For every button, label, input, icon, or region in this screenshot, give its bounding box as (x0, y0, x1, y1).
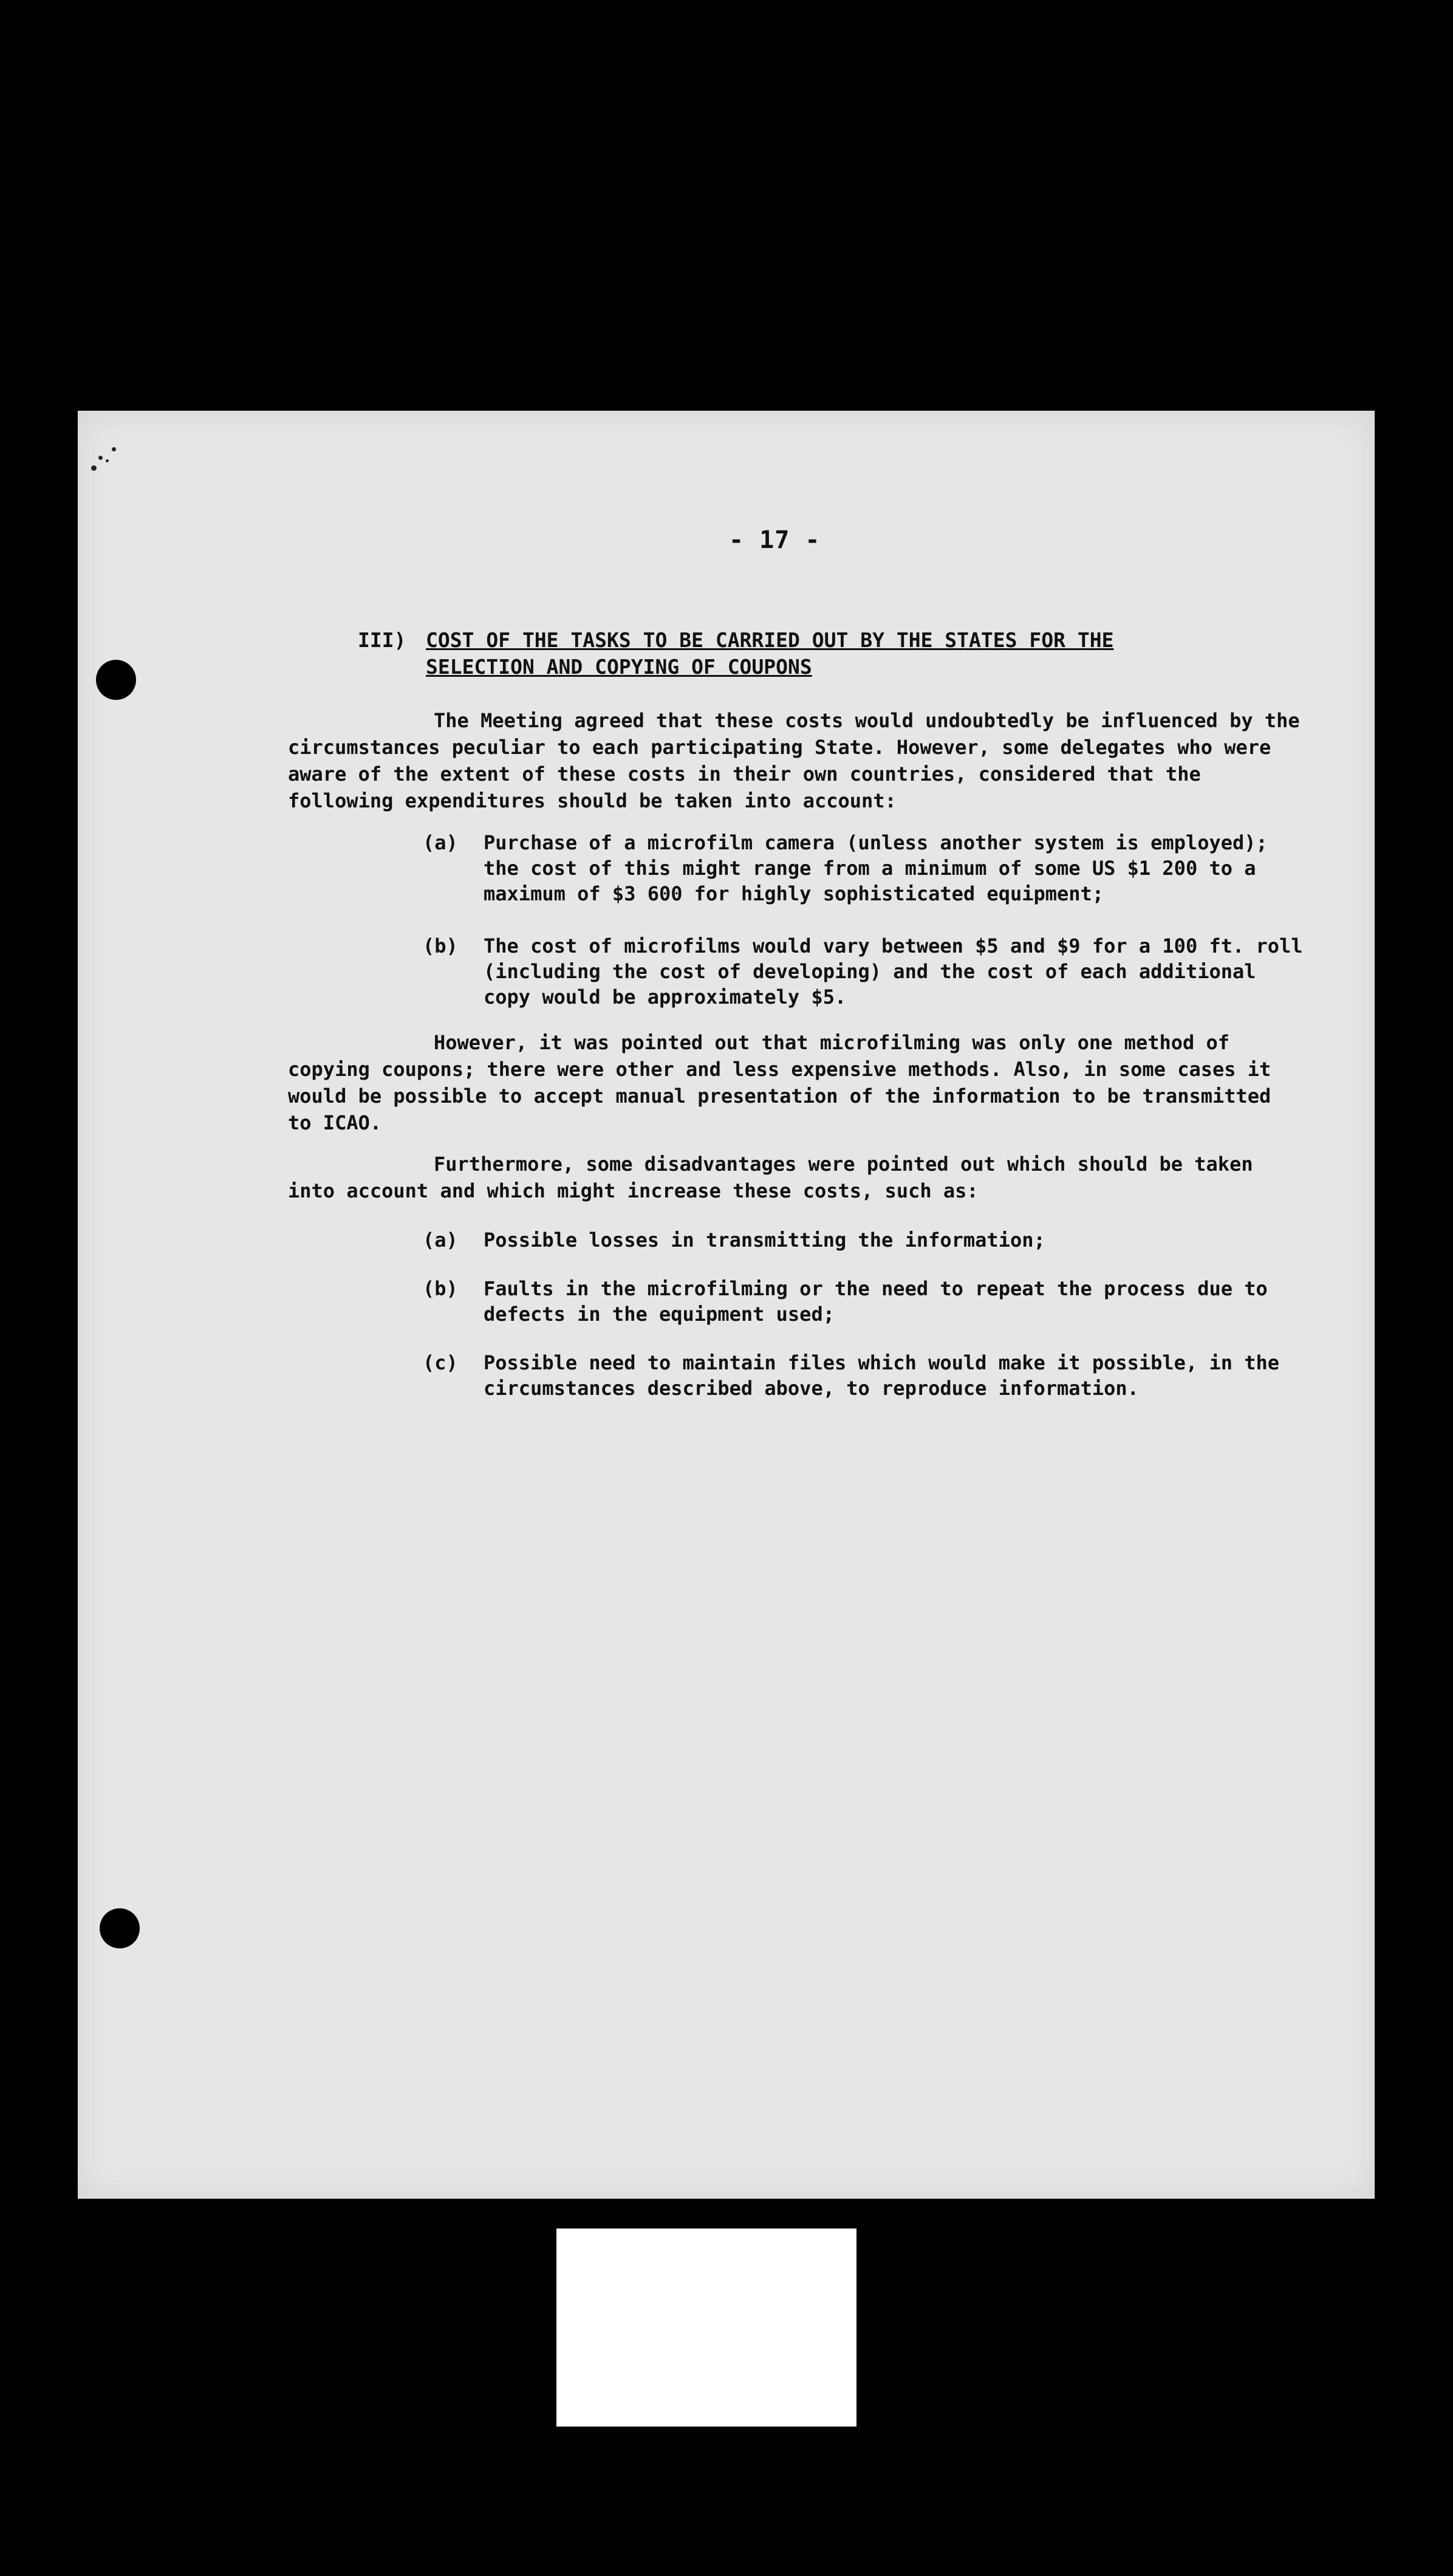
item-text: The cost of microfilms would vary between $5 and $9 for a 100 ft. roll (including the cost of developing) and the cost of each additional copy would be approximately $5. (484, 934, 1303, 1009)
item-text: Possible losses in transmitting the information; (484, 1228, 1045, 1252)
white-film-slip (556, 2228, 856, 2427)
speck (98, 456, 103, 460)
speck (112, 447, 116, 451)
document-page (78, 411, 1375, 2199)
punch-hole-top (96, 660, 136, 700)
paragraph-microfilming: However, it was pointed out that microfilming was only one method of copying coupons; there were other and less expensive methods. Also, in some cases it would be possible to accept manual presentation of the information to be transmitted to ICAO. (288, 1031, 1271, 1134)
punch-hole-bottom (100, 1908, 140, 1948)
speck (91, 465, 97, 471)
item-text: Faults in the microfilming or the need to repeat the process due to defects in the equipment used; (484, 1277, 1268, 1326)
item-label: (b) (423, 1277, 458, 1300)
item-label: (c) (423, 1351, 458, 1374)
item-text: Purchase of a microfilm camera (unless another system is employed); the cost of this might range from a minimum of some US $1 200 to a maximum of $3 600 for highly sophisticated equipment; (484, 831, 1268, 905)
section-title: COST OF THE TASKS TO BE CARRIED OUT BY THE STATES FOR THE SELECTION AND COPYING OF COUPONS (426, 628, 1114, 679)
page-number: - 17 - (729, 526, 821, 554)
speck (106, 459, 109, 462)
paragraph-intro: The Meeting agreed that these costs would undoubtedly be influenced by the circumstances peculiar to each participating State. However, some delegates who were aware of the extent of these costs in their own countries, considered that the following expenditures should be taken into account: (288, 709, 1300, 812)
item-label: (b) (423, 934, 458, 957)
item-label: (a) (423, 831, 458, 854)
item-text: Possible need to maintain files which would make it possible, in the circumstances described above, to reproduce information. (484, 1351, 1280, 1400)
item-label: (a) (423, 1228, 458, 1252)
scan-specks (90, 435, 163, 490)
paragraph-disadvantages: Furthermore, some disadvantages were pointed out which should be taken into account and which might increase these costs, such as: (288, 1153, 1253, 1202)
section-number: III) (358, 628, 406, 652)
